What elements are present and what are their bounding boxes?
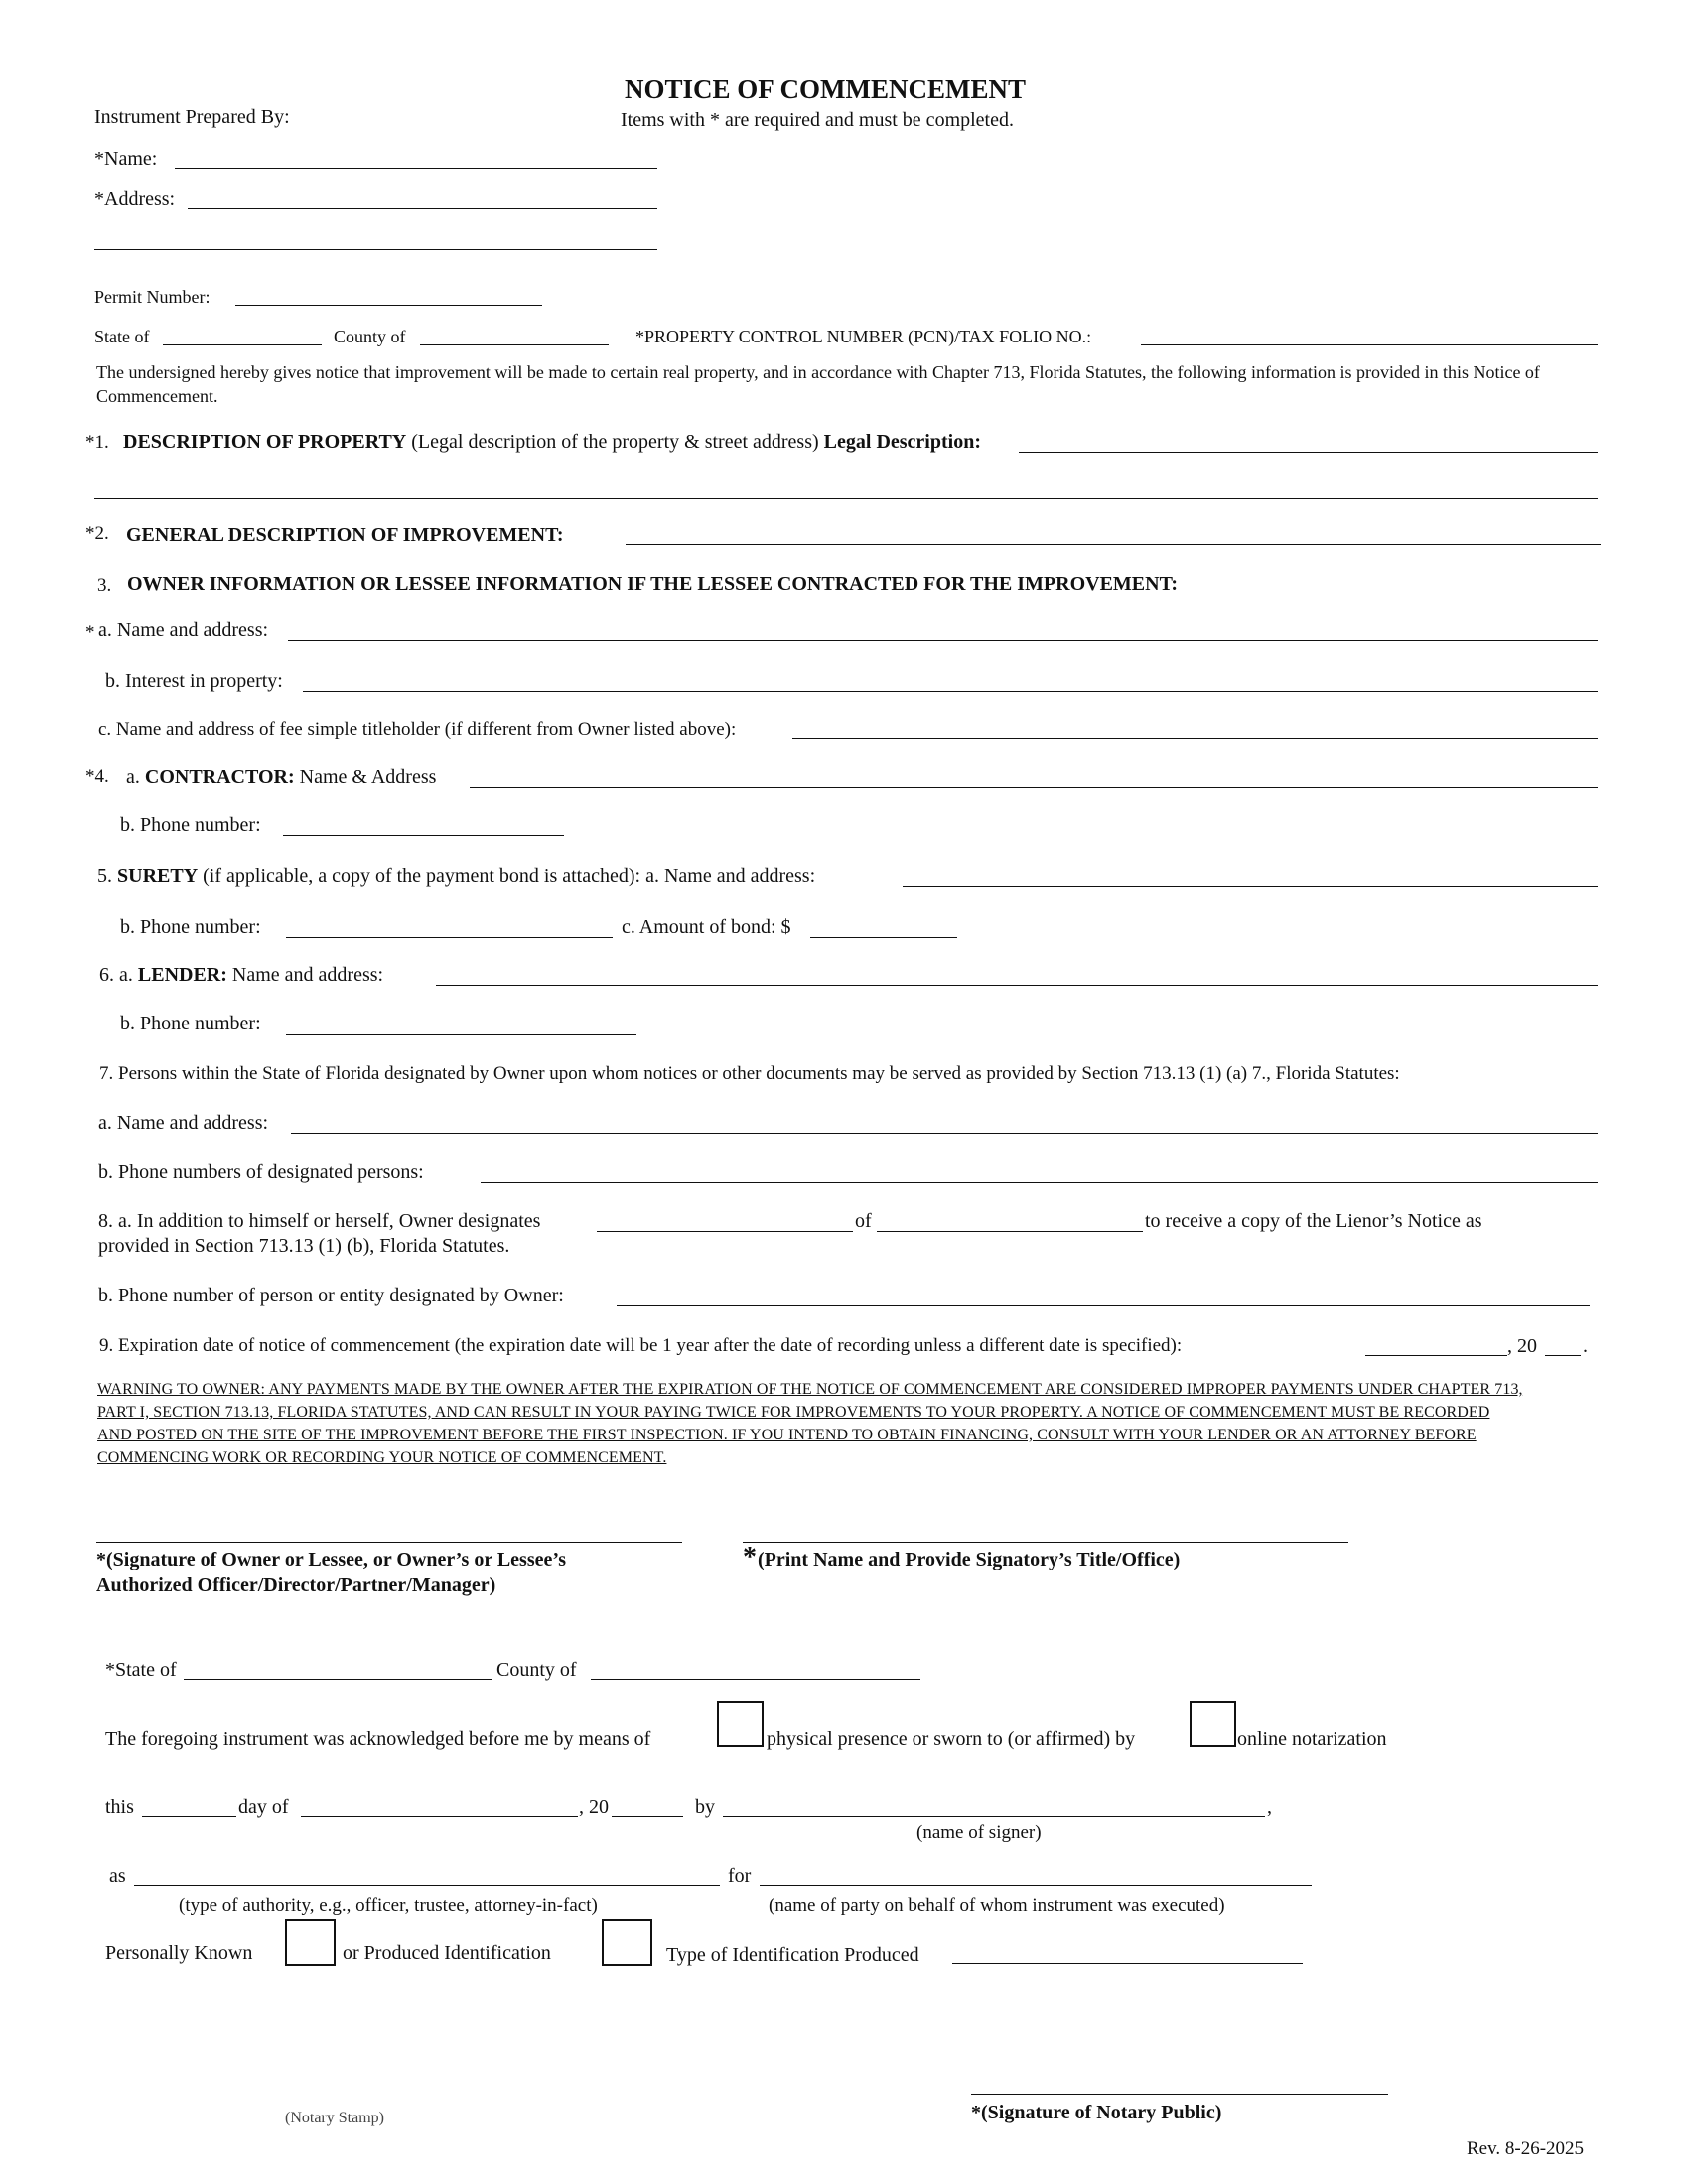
permit-number-label: Permit Number: <box>94 287 211 307</box>
item9-period: . <box>1583 1335 1588 1357</box>
contractor-phone-field[interactable] <box>283 835 564 836</box>
notary-day-field[interactable] <box>142 1816 236 1817</box>
owner-signature-caption: *(Signature of Owner or Lessee, or Owner’s or Lessee’s <box>96 1549 567 1570</box>
item9-label: 9. Expiration date of notice of commencement (the expiration date will be 1 year after the date of recording unless a different date is specified): <box>99 1335 1183 1356</box>
print-name-caption: (Print Name and Provide Signatory’s Title/Office) <box>758 1549 1181 1570</box>
item1-heading: DESCRIPTION OF PROPERTY (Legal description of the property & street address) Legal Description: <box>123 431 981 453</box>
ack-text-3: online notarization <box>1237 1728 1387 1750</box>
interest-in-property-field[interactable] <box>303 691 1598 692</box>
signer-caption: (name of signer) <box>916 1822 1042 1843</box>
item3b-label: b. Interest in property: <box>105 670 283 692</box>
party-name-field[interactable] <box>760 1885 1312 1886</box>
owner-designee-field[interactable] <box>597 1231 853 1232</box>
prepared-by-label: Instrument Prepared By: <box>94 106 290 128</box>
state-label: State of <box>94 327 150 346</box>
owner-signature-line[interactable] <box>96 1542 682 1543</box>
item4b-label: b. Phone number: <box>120 814 261 836</box>
for-label: for <box>728 1865 752 1887</box>
designated-name-address-field[interactable] <box>291 1133 1598 1134</box>
improvement-description-field[interactable] <box>626 544 1601 545</box>
item5c-label: c. Amount of bond: $ <box>622 916 791 938</box>
item8a-of: of <box>855 1210 872 1232</box>
address-label: *Address: <box>94 188 176 209</box>
ack-text-2: physical presence or sworn to (or affirmed) by <box>767 1728 1136 1750</box>
notary-signature-line[interactable] <box>971 2094 1388 2095</box>
party-caption: (name of party on behalf of whom instrument was executed) <box>769 1895 1225 1916</box>
designated-phone-field[interactable] <box>481 1182 1598 1183</box>
item3-heading: OWNER INFORMATION OR LESSEE INFORMATION IF THE LESSEE CONTRACTED FOR THE IMPROVEMENT: <box>127 573 1179 595</box>
day-of-label: day of <box>238 1796 289 1818</box>
permit-number-field[interactable] <box>235 305 542 306</box>
year-prefix-label: , 20 <box>579 1796 609 1818</box>
warning-to-owner: WARNING TO OWNER: ANY PAYMENTS MADE BY THE OWNER AFTER THE EXPIRATION OF THE NOTICE OF COMMENCEMENT ARE CONSIDERED IMPROPER PAYMENTS UNDER CHAPTER 713, PART I, SECTION 713.13, FLORIDA STATUTES, AND CAN RESULT IN YOUR PAYING TWICE FOR IMPROVEMENTS TO YOUR PROPERTY. A NOTICE OF COMMENCEMENT MUST BE RECORDED AND POSTED ON THE SITE OF THE IMPROVEMENT BEFORE THE FIRST INSPECTION. IF YOU INTEND TO OBTAIN FINANCING, CONSULT WITH YOUR LENDER OR AN ATTORNEY BEFORE COMMENCING WORK OR RECORDING YOUR NOTICE OF COMMENCEMENT. <box>97 1381 1523 1466</box>
address-field[interactable] <box>188 208 657 209</box>
item4-heading: a. CONTRACTOR: Name & Address <box>126 766 437 788</box>
item3a-label: a. Name and address: <box>98 619 269 641</box>
signer-name-field[interactable] <box>723 1816 1265 1817</box>
item3a-star: * <box>85 622 95 643</box>
item7-heading: 7. Persons within the State of Florida designated by Owner upon whom notices or other documents may be served as provided by Section 713.13 (1) (a) 7., Florida Statutes: <box>99 1063 1400 1084</box>
notary-county-label: County of <box>496 1659 577 1681</box>
item3-number: 3. <box>97 575 112 596</box>
item5b-label: b. Phone number: <box>120 916 261 938</box>
item8a-rest: to receive a copy of the Lienor’s Notice as <box>1145 1210 1482 1232</box>
contractor-field[interactable] <box>470 787 1598 788</box>
intro-paragraph: The undersigned hereby gives notice that improvement will be made to certain real property, and in accordance with Chapter 713, Florida Statutes, the following information is provided in this Notice of Commencement. <box>96 362 1540 406</box>
item5-heading: 5. SURETY (if applicable, a copy of the payment bond is attached): a. Name and address: <box>97 865 816 887</box>
type-id-field[interactable] <box>952 1963 1303 1964</box>
personally-known-label: Personally Known <box>105 1942 253 1964</box>
this-label: this <box>105 1796 134 1818</box>
signer-comma: , <box>1267 1796 1272 1818</box>
page-subtitle: Items with * are required and must be completed. <box>621 109 1014 131</box>
county-field[interactable] <box>420 344 609 345</box>
authority-type-field[interactable] <box>134 1885 720 1886</box>
surety-phone-field[interactable] <box>286 937 613 938</box>
online-notarization-checkbox[interactable] <box>1190 1701 1236 1747</box>
item6-heading: 6. a. LENDER: Name and address: <box>99 964 384 986</box>
surety-name-address-field[interactable] <box>903 886 1598 887</box>
expiration-date-field[interactable] <box>1365 1355 1507 1356</box>
item7b-label: b. Phone numbers of designated persons: <box>98 1161 424 1183</box>
by-label: by <box>695 1796 715 1818</box>
notary-state-label: *State of <box>105 1659 177 1681</box>
produced-id-checkbox[interactable] <box>602 1919 652 1966</box>
bond-amount-field[interactable] <box>810 937 957 938</box>
expiration-year-field[interactable] <box>1545 1355 1581 1356</box>
revision-label: Rev. 8-26-2025 <box>1467 2138 1585 2159</box>
page-title: NOTICE OF COMMENCEMENT <box>625 74 1026 104</box>
item8a-line2: provided in Section 713.13 (1) (b), Florida Statutes. <box>98 1235 510 1257</box>
item6b-label: b. Phone number: <box>120 1013 261 1034</box>
item2-heading: GENERAL DESCRIPTION OF IMPROVEMENT: <box>126 524 564 546</box>
item2-number: *2. <box>85 523 109 544</box>
produced-id-label: or Produced Identification <box>343 1942 551 1964</box>
lender-phone-field[interactable] <box>286 1034 636 1035</box>
item9-year-prefix: , 20 <box>1507 1335 1537 1357</box>
ack-text-1: The foregoing instrument was acknowledged before me by means of <box>105 1728 651 1750</box>
notary-year-field[interactable] <box>612 1816 683 1817</box>
name-label: *Name: <box>94 148 158 170</box>
notary-month-field[interactable] <box>301 1816 578 1817</box>
item8b-label: b. Phone number of person or entity designated by Owner: <box>98 1285 564 1306</box>
item7a-label: a. Name and address: <box>98 1112 269 1134</box>
item8a-label: 8. a. In addition to himself or herself, Owner designates <box>98 1210 541 1232</box>
name-field[interactable] <box>175 168 657 169</box>
owner-signature-caption-line2: Authorized Officer/Director/Partner/Manager) <box>96 1574 496 1596</box>
item4-number: *4. <box>85 766 109 787</box>
item1-number: *1. <box>85 432 109 453</box>
personally-known-checkbox[interactable] <box>285 1919 336 1966</box>
county-label: County of <box>334 327 406 346</box>
legal-description-field[interactable] <box>1019 452 1598 453</box>
print-name-star: * <box>743 1542 757 1572</box>
owner-designee-of-field[interactable] <box>877 1231 1143 1232</box>
notary-state-field[interactable] <box>184 1679 492 1680</box>
lender-name-address-field[interactable] <box>436 985 1598 986</box>
state-field[interactable] <box>163 344 322 345</box>
pcn-label: *PROPERTY CONTROL NUMBER (PCN)/TAX FOLIO NO.: <box>635 327 1092 346</box>
as-label: as <box>109 1865 126 1887</box>
print-name-line[interactable] <box>743 1542 1348 1543</box>
address-field-line2[interactable] <box>94 249 657 250</box>
type-id-label: Type of Identification Produced <box>666 1944 919 1966</box>
designee-phone-field[interactable] <box>617 1305 1590 1306</box>
authority-caption: (type of authority, e.g., officer, trustee, attorney-in-fact) <box>179 1895 598 1916</box>
notary-signature-caption: *(Signature of Notary Public) <box>971 2102 1222 2123</box>
physical-presence-checkbox[interactable] <box>717 1701 764 1747</box>
fee-simple-titleholder-field[interactable] <box>792 738 1598 739</box>
item3c-label: c. Name and address of fee simple titleholder (if different from Owner listed above): <box>98 719 737 740</box>
pcn-field[interactable] <box>1141 344 1598 345</box>
legal-description-field-line2[interactable] <box>94 498 1598 499</box>
notary-stamp-label: (Notary Stamp) <box>285 2110 384 2126</box>
owner-name-address-field[interactable] <box>288 640 1598 641</box>
notary-county-field[interactable] <box>591 1679 920 1680</box>
